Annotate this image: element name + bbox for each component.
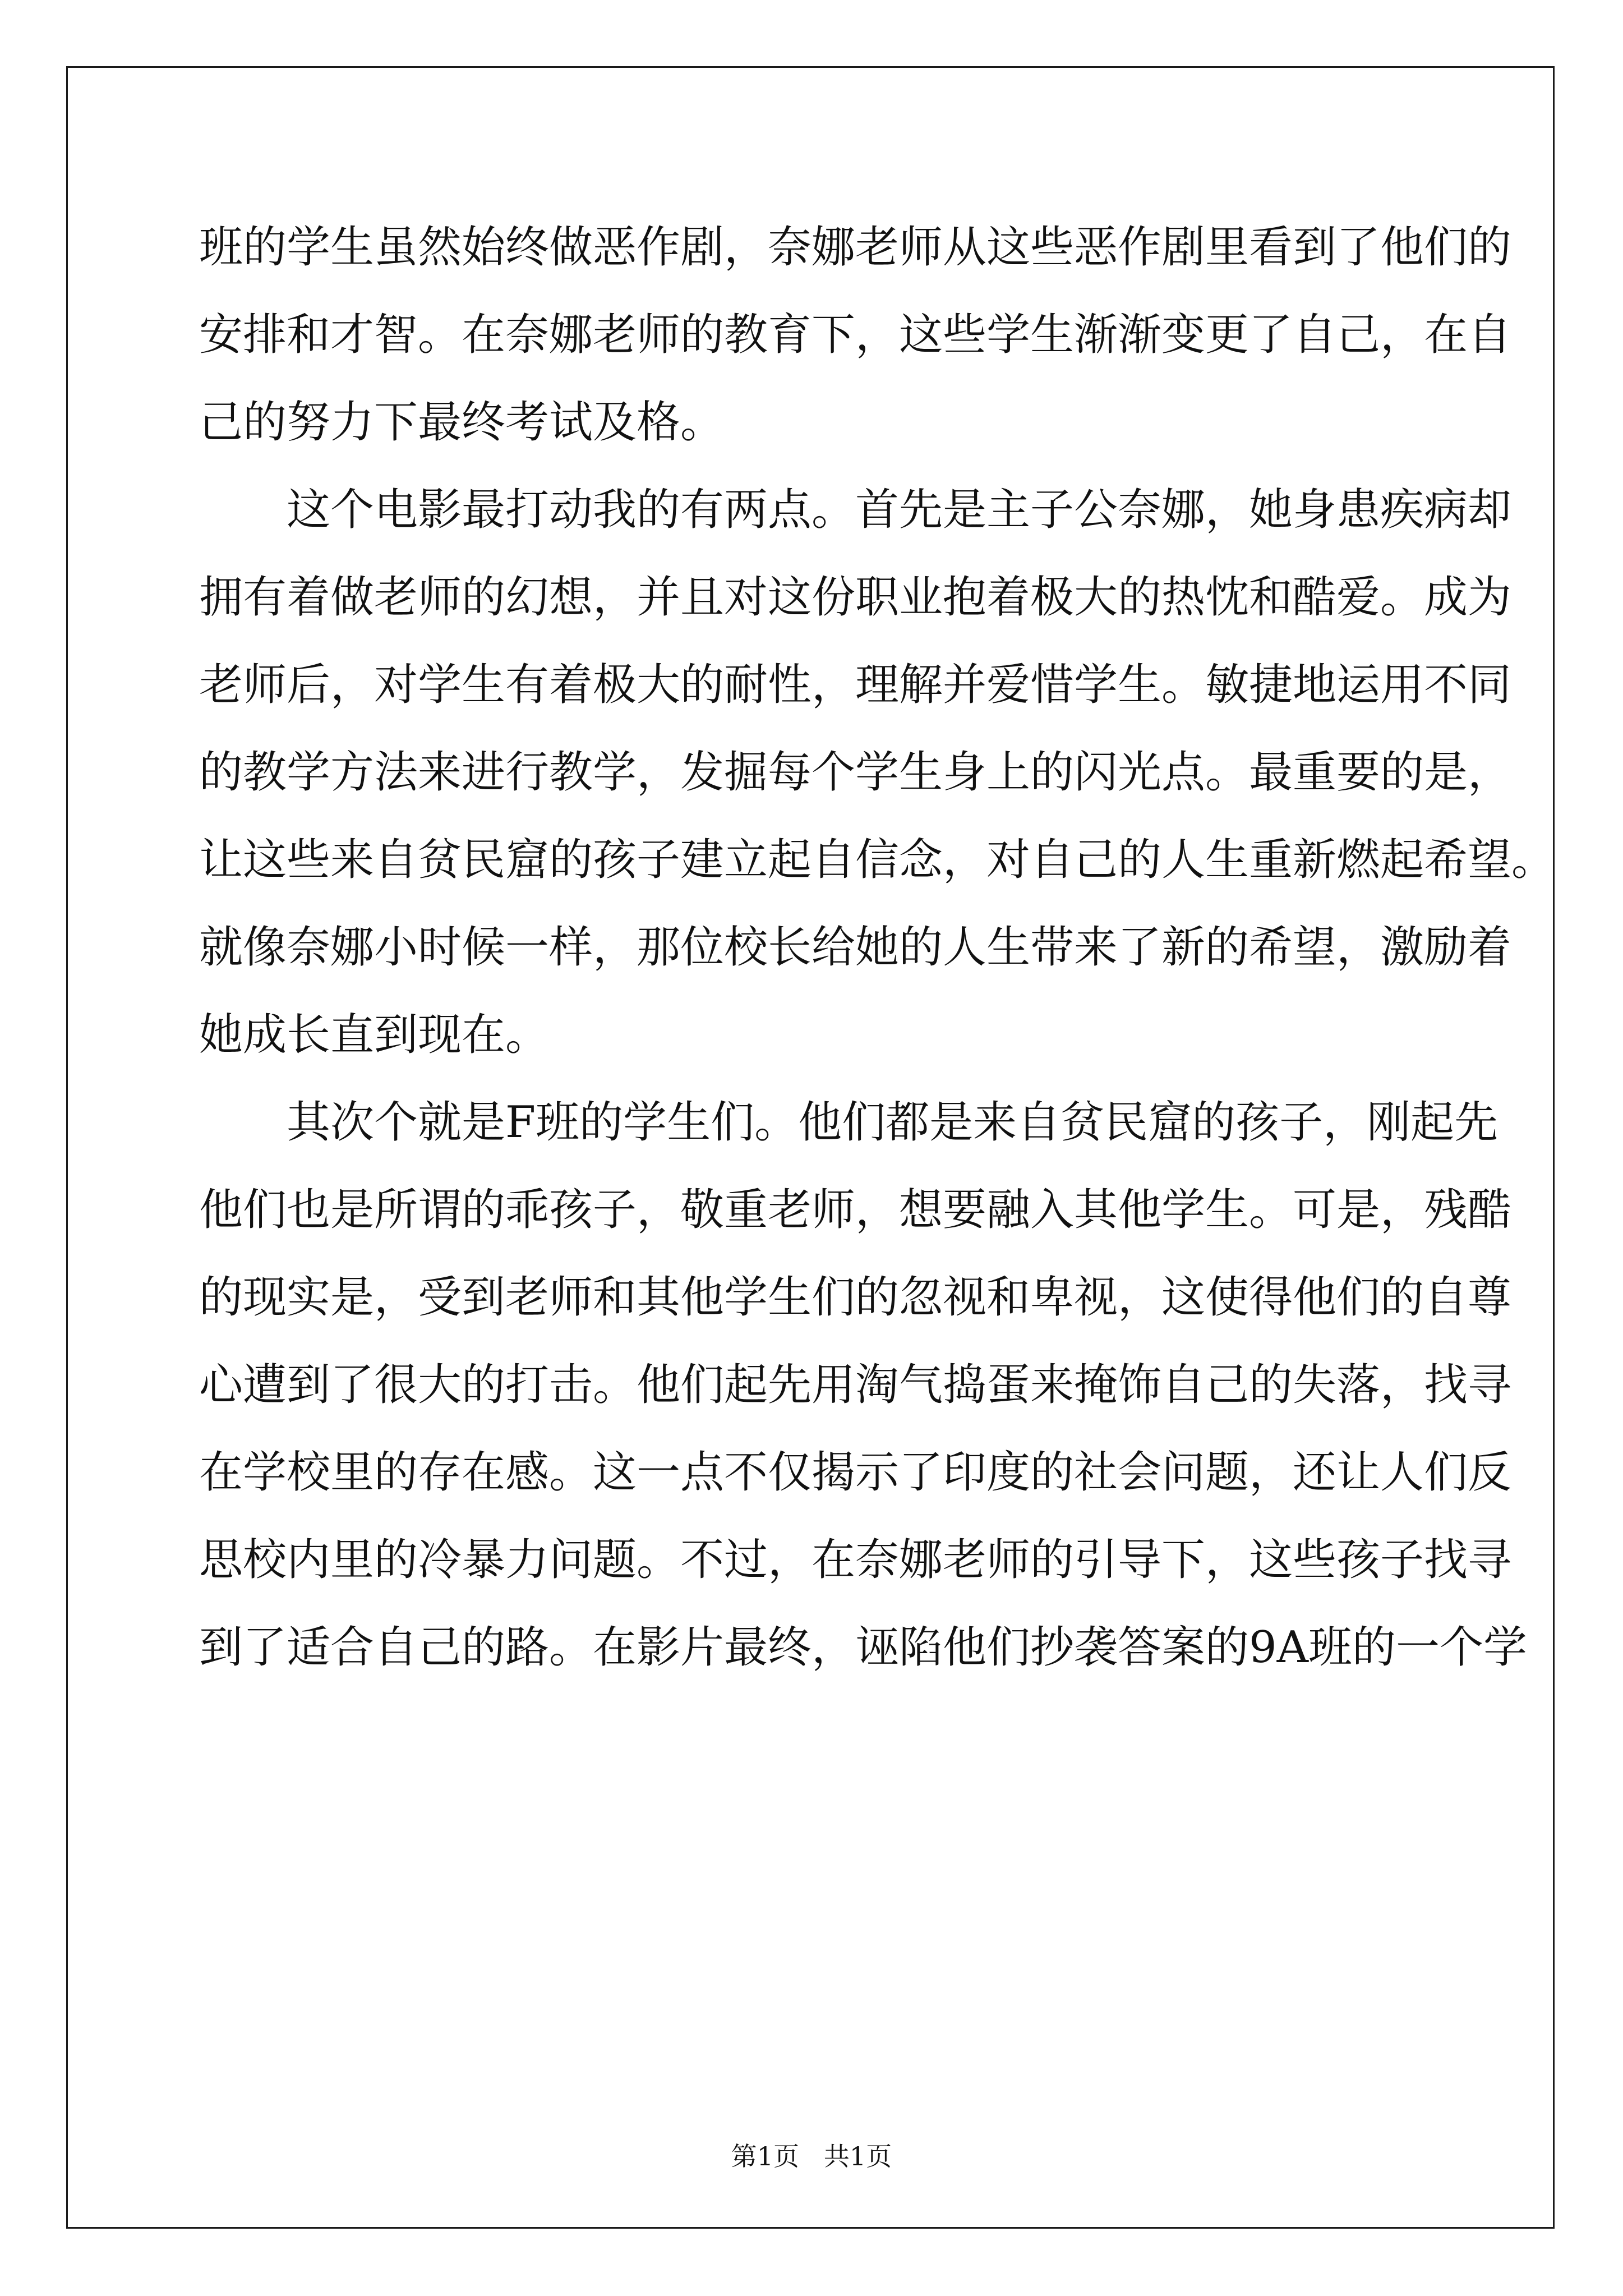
text-line: 思校内里的冷暴力问题。不过，在奈娜老师的引导下，这些孩子找寻: [199, 1535, 1512, 1585]
text-line: 安排和才智。在奈娜老师的教育下，这些学生渐渐变更了自己，在自: [199, 310, 1512, 360]
text-line: 己的努力下最终考试及格。: [199, 397, 725, 448]
text-line: 就像奈娜小时候一样，那位校长给她的人生带来了新的希望，激励着: [199, 922, 1512, 973]
text-line: 她成长直到现在。: [199, 1010, 550, 1060]
text-line: 其次个就是F班的学生们。他们都是来自贫民窟的孩子，刚起先: [287, 1097, 1498, 1148]
text-line: 让这些来自贫民窟的孩子建立起自信念，对自己的人生重新燃起希望。: [199, 835, 1556, 885]
page-number-footer: 第1页 共1页: [731, 2141, 892, 2171]
text-line: 这个电影最打动我的有两点。首先是主子公奈娜，她身患疾病却: [287, 485, 1512, 535]
document-body: [199, 204, 1556, 1691]
text-line: 班的学生虽然始终做恶作剧，奈娜老师从这些恶作剧里看到了他们的: [199, 222, 1512, 273]
text-line: 他们也是所谓的乖孩子，敬重老师，想要融入其他学生。可是，残酷: [199, 1185, 1512, 1235]
text-line: 在学校里的存在感。这一点不仅揭示了印度的社会问题，还让人们反: [199, 1447, 1512, 1498]
text-line: 到了适合自己的路。在影片最终，诬陷他们抄袭答案的9A班的一个学: [199, 1622, 1527, 1673]
text-line: 心遭到了很大的打击。他们起先用淘气捣蛋来掩饰自己的失落，找寻: [199, 1360, 1512, 1410]
text-line: 拥有着做老师的幻想，并且对这份职业抱着极大的热忱和酷爱。成为: [199, 572, 1512, 623]
text-line: 的现实是，受到老师和其他学生们的忽视和卑视，这使得他们的自尊: [199, 1272, 1512, 1323]
text-line: 的教学方法来进行教学，发掘每个学生身上的闪光点。最重要的是，: [199, 747, 1512, 798]
text-line: 老师后，对学生有着极大的耐性，理解并爱惜学生。敏捷地运用不同: [199, 660, 1512, 710]
